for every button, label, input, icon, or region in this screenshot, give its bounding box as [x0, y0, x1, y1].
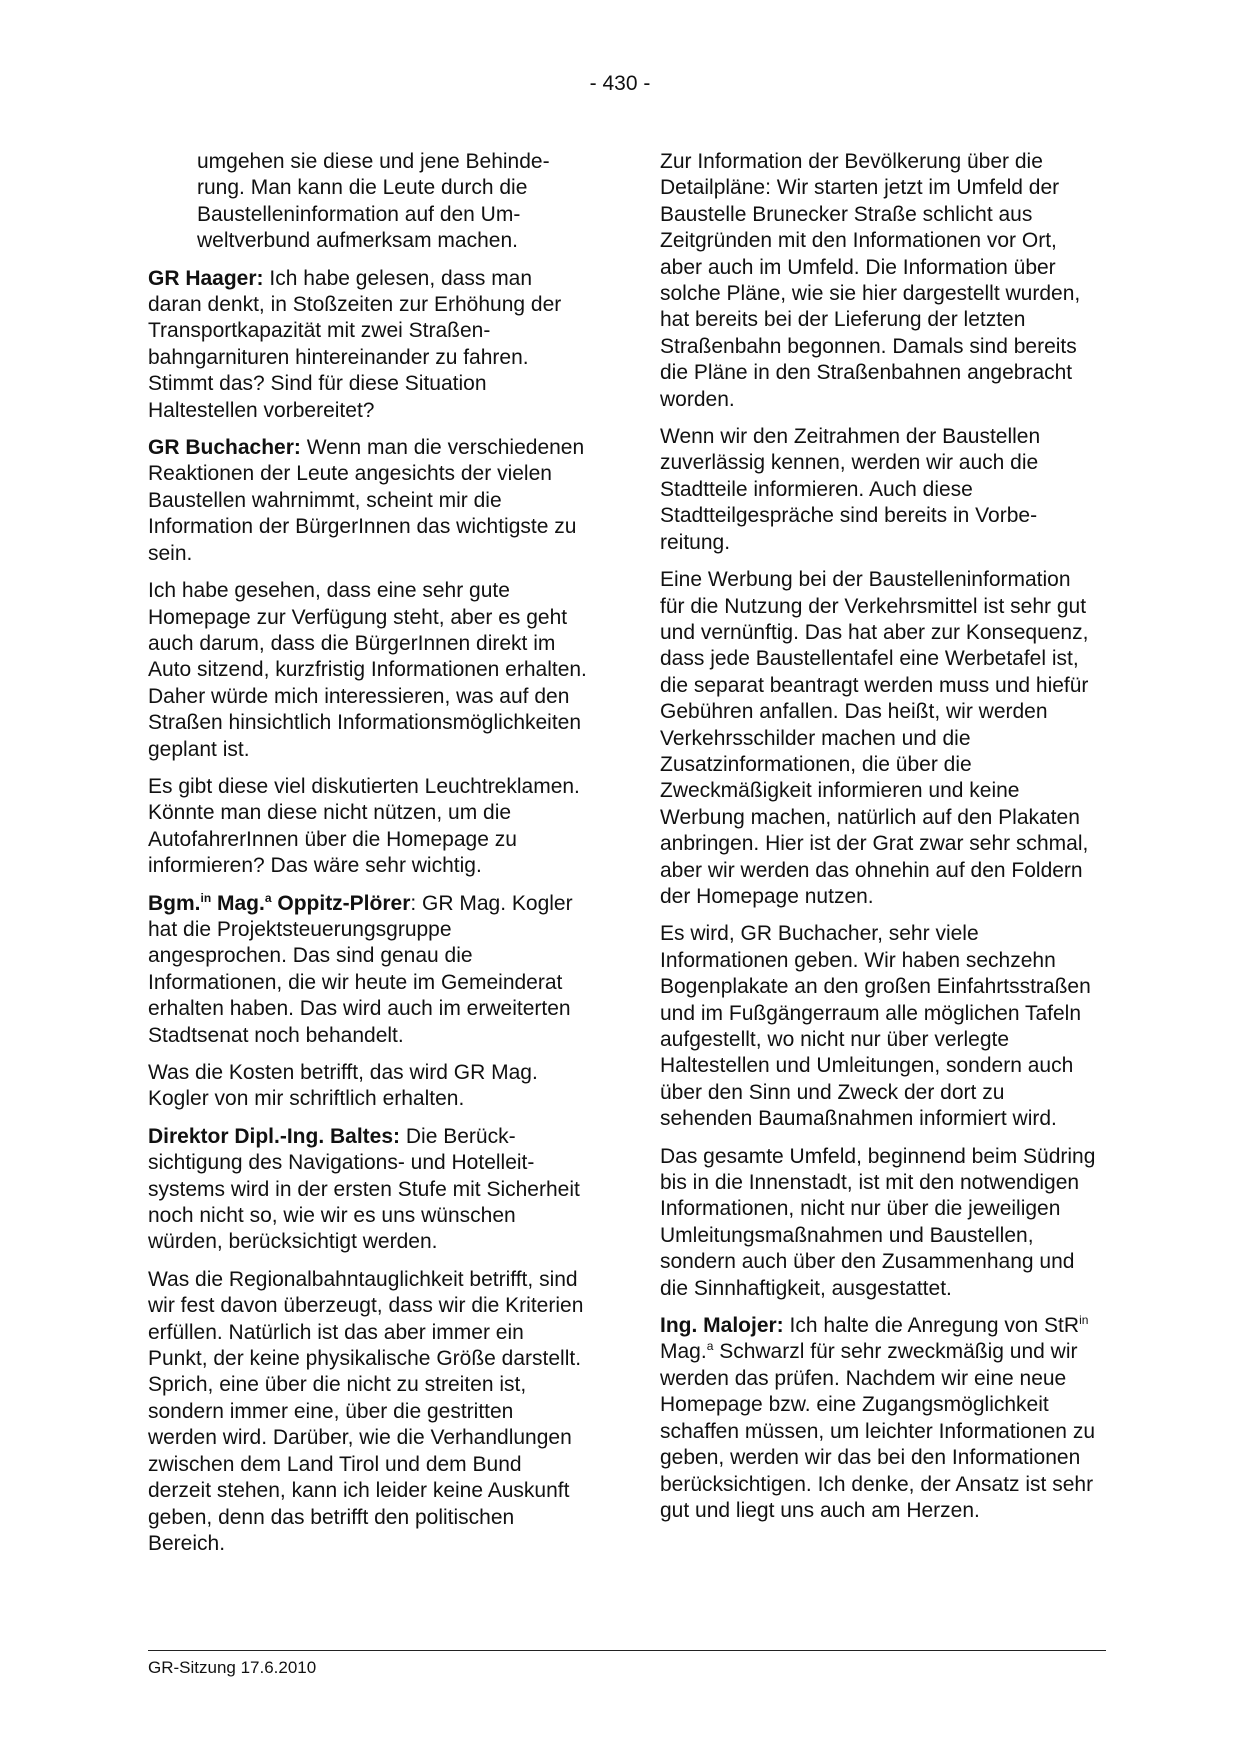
footer-divider [148, 1650, 1106, 1651]
right-column [660, 149, 1100, 1535]
paragraph [148, 435, 588, 567]
superscript: in [1079, 1313, 1089, 1328]
speech-text: Schwarzl für sehr zweckmäßig und wir werden das prüfen. Nachdem wir eine neue Homepage bzw. eine Zugangsmöglichkeit schaffen müssen, um leichter Informationen zu geben, werden wir das bei den Informationen berücksichtigen. Ich denke, der Ansatz ist sehr gut und liegt uns auch am Herzen. [660, 1340, 1096, 1522]
paragraph: Es gibt diese viel diskutierten Leuchtreklamen. Könnte man diese nicht nützen, um die AutofahrerInnen über die Homepage zu informieren? Das wäre sehr wichtig. [148, 774, 580, 878]
paragraph [660, 1313, 1100, 1524]
speaker-surname: Oppitz-Plörer [271, 891, 411, 915]
speech-text: Ich habe gelesen, dass man daran denkt, in Stoßzeiten zur Erhöhung der Transportkapazität mit zwei Straßenbahngarnituren hintereinander zu fahren. Stimmt das? Sind für diese Situation Haltestellen vorbereitet? [148, 266, 562, 422]
paragraph: Ich habe gesehen, dass eine sehr gute Homepage zur Verfügung steht, aber es geht auch darum, dass die BürgerInnen direkt im Auto sitzend, kurzfristig Informationen erhalten. Daher würde mich interessieren, was auf den Straßen hinsichtlich Informationsmöglichkeiten geplant ist. [148, 579, 587, 761]
speaker-name: Ing. Malojer: [660, 1314, 784, 1338]
speech-text: Ich halte die Anregung von StR [783, 1314, 1080, 1338]
paragraph [148, 1124, 588, 1256]
speaker-name: Direktor Dipl.-Ing. Baltes: [148, 1124, 401, 1148]
paragraph: Zur Information der Bevölkerung über die Detailpläne: Wir starten jetzt im Umfeld der Baustelle Brunecker Straße schlicht aus Zeitgründen mit den Informationen vor Ort, aber auch im Umfeld. Die Information über solche Pläne, wie sie hier dargestellt wurden, hat bereits bei der Lieferung der letzten Straßenbahn begonnen. Damals sind bereits die Pläne in den Straßenbahnen angebracht worden. [660, 150, 1081, 411]
speaker-title: Mag. [211, 891, 265, 915]
speaker-name: GR Buchacher: [148, 436, 301, 460]
speech-text: Mag. [660, 1340, 707, 1364]
paragraph: Was die Regionalbahntauglichkeit betrifft, sind wir fest davon überzeugt, dass wir die Kriterien erfüllen. Natürlich ist das aber immer ein Punkt, der keine physikalische Größe darstellt. Sprich, eine über die nicht zu streiten ist, sondern immer eine, über die gestritten werden wird. Darüber, wie die Verhandlungen zwischen dem Land Tirol und dem Bund derzeit stehen, kann ich leider keine Auskunft geben, denn das betrifft den politischen Bereich. [148, 1267, 584, 1555]
paragraph: Das gesamte Umfeld, beginnend beim Südring bis in die Innenstadt, ist mit den notwendigen Informationen, nicht nur über die jeweiligen Umleitungsmaßnahmen und Baustellen, sondern auch über den Zusammenhang und die Sinnhaftigkeit, ausgestattet. [660, 1144, 1096, 1300]
left-column [148, 149, 588, 1568]
superscript: in [200, 890, 212, 905]
speech-text: Die Berücksichtigung des Navigations- und Hotelleitsystems wird in der ersten Stufe mit Sicherheit noch nicht so, wie wir es uns wünschen würden, berücksichtigt werden. [148, 1124, 580, 1254]
footer-session-date: GR-Sitzung 17.6.2010 [148, 1658, 317, 1677]
speaker-name [148, 892, 410, 915]
superscript: a [706, 1339, 714, 1354]
speaker-title: Bgm. [148, 891, 201, 915]
superscript: a [264, 890, 272, 905]
paragraph [148, 891, 588, 1049]
speaker-name: GR Haager: [148, 266, 264, 290]
paragraph: Was die Kosten betrifft, das wird GR Mag. Kogler von mir schriftlich erhalten. [148, 1061, 538, 1111]
paragraph: umgehen sie diese und jene Behinderung. Man kann die Leute durch die Baustelleninformation auf den Umweltverbund aufmerksam machen. [197, 150, 550, 253]
speech-text: : GR Mag. Kogler hat die Projektsteuerungsgruppe angesprochen. Das sind genau die Informationen, die wir heute im Gemeinderat erhalten haben. Das wird auch im erweiterten Stadtsenat noch behandelt. [148, 891, 573, 1047]
paragraph: Wenn wir den Zeitrahmen der Baustellen zuverlässig kennen, werden wir auch die Stadtteile informieren. Auch diese Stadtteilgespräche sind bereits in Vorbereitung. [660, 425, 1041, 554]
page-number: - 430 - [589, 72, 651, 95]
speech-text: Wenn man die verschiedenen Reaktionen der Leute angesichts der vielen Baustellen wahrnimmt, scheint mir die Information der BürgerInnen das wichtigste zu sein. [148, 436, 585, 565]
paragraph: Eine Werbung bei der Baustelleninformation für die Nutzung der Verkehrsmittel ist sehr gut und vernünftig. Das hat aber zur Konsequenz, dass jede Baustellentafel eine Werbetafel ist, die separat beantragt werden muss und hiefür Gebühren anfallen. Das heißt, wir werden Verkehrsschilder machen und die Zusatzinformationen, die über die Zweckmäßigkeit informieren und keine Werbung machen, natürlich auf den Plakaten anbringen. Hier ist der Grat zwar sehr schmal, aber wir werden das ohnehin auf den Foldern der Homepage nutzen. [660, 568, 1089, 908]
paragraph [148, 266, 588, 424]
paragraph: Es wird, GR Buchacher, sehr viele Informationen geben. Wir haben sechzehn Bogenplakate an den großen Einfahrtsstraßen und im Fußgängerraum alle möglichen Tafeln aufgestellt, wo nicht nur über verlegte Haltestellen und Umleitungen, sondern auch über den Sinn und Zweck der dort zu sehenden Baumaßnahmen informiert wird. [660, 922, 1091, 1131]
